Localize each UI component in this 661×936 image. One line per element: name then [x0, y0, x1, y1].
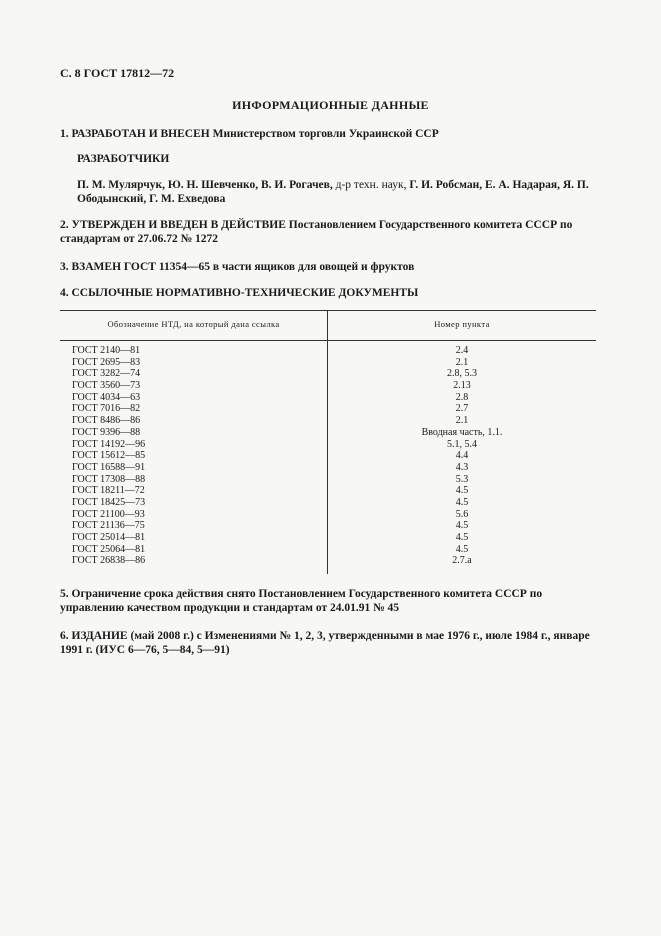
table-row — [60, 532, 596, 544]
section-text: Постановлением Государственного комитета СССР по стандартам от 27.06.72 № 1272 — [60, 219, 573, 245]
section-developed — [60, 127, 620, 141]
cell-document: ГОСТ 21136—75 — [72, 520, 145, 532]
cell-item: 4.5 — [455, 496, 469, 508]
table-row — [60, 392, 596, 404]
section-number: 4. — [60, 287, 69, 299]
cell-item: 4.4 — [455, 450, 469, 462]
table-row — [60, 427, 596, 439]
cell-item: 4.5 — [455, 520, 469, 532]
cell-document: ГОСТ 9396—88 — [72, 426, 141, 438]
cell-item: 2.7.а — [452, 555, 472, 567]
table-row — [60, 485, 596, 497]
column-header-document: Обозначение НТД, на который дана ссылка — [107, 319, 280, 329]
table-row — [60, 415, 596, 427]
section-label: ССЫЛОЧНЫЕ НОРМАТИВНО-ТЕХНИЧЕСКИЕ ДОКУМЕНТЫ — [71, 287, 419, 299]
cell-item: 2.13 — [453, 380, 471, 392]
table-row — [60, 403, 596, 415]
cell-document: ГОСТ 17308—88 — [72, 473, 146, 485]
cell-item: 4.5 — [455, 532, 469, 543]
cell-document: ГОСТ 7016—82 — [72, 403, 141, 415]
cell-document: ГОСТ 2695—83 — [72, 356, 141, 368]
cell-document: ГОСТ 14192—96 — [72, 438, 146, 450]
cell-document: ГОСТ 25064—81 — [72, 543, 146, 555]
developer-names: Г. И. Робсман, Е. А. Надарая, Я. П. Ободынский, Г. М. Ехведова — [77, 179, 589, 205]
table-row — [60, 368, 596, 380]
table-row — [60, 462, 596, 474]
table-row — [60, 555, 596, 567]
cell-document: ГОСТ 18425—73 — [72, 496, 146, 508]
cell-item: 4.5 — [455, 485, 469, 497]
cell-item: 2.8, 5.3 — [447, 368, 477, 380]
table-row — [60, 497, 596, 509]
table-row — [60, 380, 596, 392]
section-label: РАЗРАБОТАН И ВНЕСЕН — [71, 128, 210, 140]
table-header-rule — [60, 340, 596, 341]
cell-document: ГОСТ 25014—81 — [72, 532, 146, 543]
cell-item: 2.1 — [455, 356, 469, 368]
table-row — [60, 544, 596, 556]
cell-document: ГОСТ 15612—85 — [72, 450, 146, 462]
section-edition — [60, 629, 605, 657]
section-text: в части ящиков для овощей и фруктов — [212, 261, 415, 273]
developers-heading: РАЗРАБОТЧИКИ — [77, 153, 170, 165]
cell-item: 2.4 — [455, 345, 469, 356]
page-header: С. 8 ГОСТ 17812—72 — [60, 66, 175, 80]
cell-document: ГОСТ 21100—93 — [72, 508, 145, 520]
cell-document: ГОСТ 26838—86 — [72, 555, 146, 567]
table-row — [60, 357, 596, 369]
table-row — [60, 509, 596, 521]
table-top-rule — [60, 310, 596, 311]
section-replaces — [60, 260, 620, 274]
cell-document: ГОСТ 2140—81 — [72, 345, 141, 356]
table-body — [60, 345, 596, 567]
cell-item: 2.1 — [455, 415, 469, 427]
table-row — [60, 520, 596, 532]
cell-item: 5.3 — [455, 473, 469, 485]
cell-document: ГОСТ 4034—63 — [72, 391, 141, 403]
column-header-item: Номер пункта — [434, 319, 490, 329]
section-number: 2. — [60, 219, 69, 231]
section-label: Ограничение срока действия — [71, 588, 224, 600]
cell-item: 2.7 — [455, 403, 469, 415]
section-label: ВЗАМЕН ГОСТ 11354—65 — [71, 261, 210, 273]
section-text: ИЗДАНИЕ (май 2008 г.) с Изменениями № 1, 2, 3, утвержденными в мае 1976 г., июле 1984 г., январе 1991 г. (ИУС 6—76, 5—84, 5—91) — [60, 630, 590, 656]
section-number: 6. — [60, 630, 69, 642]
section-number: 5. — [60, 588, 69, 600]
page-title: ИНФОРМАЦИОННЫЕ ДАННЫЕ — [232, 98, 429, 112]
section-number: 3. — [60, 261, 69, 273]
section-limitation — [60, 587, 605, 615]
cell-document: ГОСТ 3560—73 — [72, 380, 141, 392]
table-row — [60, 439, 596, 451]
cell-document: ГОСТ 8486—86 — [72, 415, 141, 427]
section-label: УТВЕРЖДЕН И ВВЕДЕН В ДЕЙСТВИЕ — [71, 219, 286, 231]
section-references — [60, 286, 620, 300]
section-text: снято Постановлением Государственного комитета СССР по управлению качеством продукции и стандартам от 24.01.91 № 45 — [60, 588, 543, 614]
table-row — [60, 450, 596, 462]
cell-item: Вводная часть, 1.1. — [421, 426, 503, 438]
cell-item: 4.3 — [455, 461, 469, 473]
section-text: Министерством торговли Украинской ССР — [212, 128, 439, 140]
developers-list — [77, 178, 607, 206]
cell-item: 2.8 — [455, 391, 469, 403]
table-row — [60, 474, 596, 486]
cell-document: ГОСТ 16588—91 — [72, 461, 146, 473]
cell-document: ГОСТ 3282—74 — [72, 368, 141, 380]
developer-degree: д-р техн. наук, — [335, 179, 407, 191]
section-approved — [60, 218, 605, 246]
cell-item: 5.6 — [455, 508, 469, 520]
section-number: 1. — [60, 128, 69, 140]
table-row — [60, 345, 596, 357]
cell-item: 4.5 — [455, 543, 469, 555]
cell-item: 5.1, 5.4 — [447, 438, 477, 450]
developer-names: П. М. Мулярчук, Ю. Н. Шевченко, В. И. Рогачев, — [77, 179, 333, 191]
cell-document: ГОСТ 18211—72 — [72, 485, 145, 497]
